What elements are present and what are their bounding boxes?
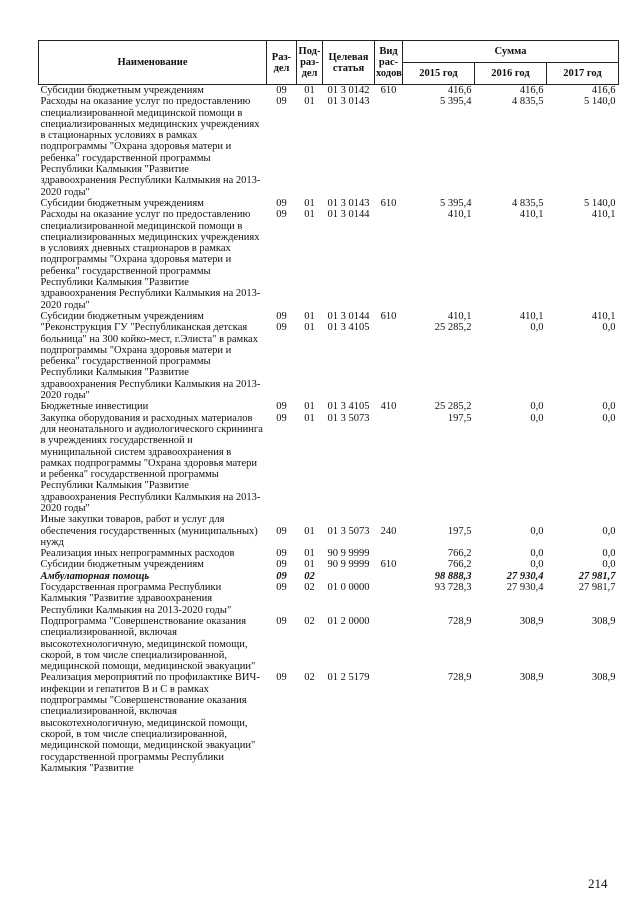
cell-razdel: 09 (276, 548, 287, 560)
cell-2015: 728,9 (447, 615, 472, 627)
cell-vid: 610 (380, 197, 397, 209)
cell-name: Реализация иных непрограммных расходов (40, 548, 235, 560)
table-row (39, 571, 619, 582)
cell-podrazdel: 01 (304, 85, 315, 96)
table-row (39, 311, 619, 322)
cell-vid: 610 (380, 559, 397, 571)
cell-vid (375, 548, 403, 559)
cell-2016: 0,0 (530, 559, 544, 571)
table-row (39, 96, 619, 198)
header-podrazdel: Под-раз-дел (297, 41, 323, 85)
table-body (39, 85, 619, 775)
header-year-2017: 2017 год (547, 63, 619, 85)
cell-2017: 5 140,0 (584, 96, 616, 108)
cell-razdel: 09 (276, 310, 287, 322)
cell-2017: 5 140,0 (584, 197, 616, 209)
table-row (39, 672, 619, 774)
cell-2017: 0,0 (602, 525, 616, 537)
table-header (39, 41, 619, 85)
cell-2015: 766,2 (447, 548, 472, 560)
cell-podrazdel: 01 (304, 548, 315, 560)
cell-name: Амбулаторная помощь (40, 570, 150, 582)
cell-2016: 308,9 (519, 615, 544, 627)
table-row (39, 198, 619, 209)
cell-2017: 410,1 (591, 209, 616, 221)
cell-podrazdel: 02 (304, 672, 315, 684)
cell-name: Закупка оборудования и расходных материалов для неонатального и аудиологического скрининга в учреждениях государственной и муниципальной систем здравоохранения в рамках подпрограммы "Охрана здоровья матери и ребенка" государственной программы Республики Калмыкия "Развитие здравоохранения Республики Калмыкия на 2013-2020 годы" (40, 412, 263, 514)
cell-name: Субсидии бюджетным учреждениям (40, 559, 204, 571)
cell-article: 01 3 5073 (327, 412, 370, 424)
page-number: 214 (588, 876, 608, 891)
cell-podrazdel: 01 (304, 197, 315, 209)
cell-2016: 410,1 (519, 209, 544, 221)
budget-table (38, 40, 619, 774)
cell-razdel: 09 (276, 322, 287, 334)
cell-article: 01 3 0143 (327, 197, 370, 209)
cell-2016: 0,0 (530, 401, 544, 413)
cell-2017: 308,9 (591, 672, 616, 684)
cell-vid (375, 209, 403, 311)
cell-vid (375, 672, 403, 774)
cell-2017: 0,0 (602, 322, 616, 334)
table-row (39, 514, 619, 548)
cell-2017: 27 981,7 (578, 582, 616, 594)
cell-name: Реализация мероприятий по профилактике ВИЧ-инфекции и гепатитов В и С в рамках подпрограммы "Совершенствование оказания специализированной, включая высокотехнологичную, медицинской помощи, скорой, в том числе специализированной, медицинской помощи, медицинской эвакуации" государственной программы Республики Калмыкия "Развитие (40, 672, 260, 774)
cell-article: 01 3 4105 (327, 401, 370, 413)
cell-razdel: 09 (276, 570, 287, 582)
cell-name: Расходы на оказание услуг по предоставлению специализированной медицинской помощи в специализированных медицинских учреждениях в стационарных условиях в рамках подпрограммы "Охрана здоровья матери и ребенка" государственной программы Республики Калмыкия "Развитие здравоохранения Республики Калмыкия на 2013-2020 годы" (40, 96, 261, 198)
cell-name: Подпрограмма "Совершенствование оказания специализированной, включая высокотехнологичную, медицинской помощи, скорой, в том числе специализированной, медицинской помощи, медицинской эвакуации" (40, 615, 256, 673)
cell-2015: 728,9 (447, 672, 472, 684)
table-row (39, 559, 619, 570)
cell-vid (375, 413, 403, 515)
cell-podrazdel: 01 (304, 401, 315, 413)
header-year-2016: 2016 год (475, 63, 547, 85)
cell-2016: 416,6 (519, 85, 544, 96)
cell-podrazdel: 01 (304, 412, 315, 424)
cell-razdel: 09 (276, 615, 287, 627)
cell-article: 01 3 5073 (327, 525, 370, 537)
header-article: Целевая статья (323, 41, 375, 85)
header-summa: Сумма (403, 41, 619, 63)
cell-2017: 0,0 (602, 548, 616, 560)
cell-2016: 4 835,5 (512, 197, 544, 209)
cell-podrazdel: 01 (304, 322, 315, 334)
cell-article: 01 0 0000 (327, 582, 370, 594)
cell-article: 01 3 0142 (327, 85, 370, 96)
cell-article: 90 9 9999 (327, 548, 370, 560)
cell-article: 01 2 5179 (327, 672, 370, 684)
cell-article: 01 3 0144 (327, 310, 370, 322)
cell-2015: 410,1 (447, 209, 472, 221)
cell-vid (375, 571, 403, 582)
cell-2015: 25 285,2 (434, 401, 472, 413)
cell-vid: 610 (380, 310, 397, 322)
cell-2017: 308,9 (591, 615, 616, 627)
header-year-2015: 2015 год (403, 63, 475, 85)
cell-2015: 410,1 (447, 310, 472, 322)
cell-2016: 0,0 (530, 525, 544, 537)
cell-2017: 0,0 (602, 559, 616, 571)
header-razdel: Раз-дел (267, 41, 297, 85)
cell-2017: 0,0 (602, 412, 616, 424)
cell-razdel: 09 (276, 412, 287, 424)
cell-podrazdel: 01 (304, 559, 315, 571)
cell-2015: 5 395,4 (440, 197, 472, 209)
cell-name: Субсидии бюджетным учреждениям (40, 310, 204, 322)
cell-2016: 0,0 (530, 548, 544, 560)
cell-name: Расходы на оказание услуг по предоставлению специализированной медицинской помощи в специализированных медицинских учреждениях в условиях дневных стационаров в рамках подпрограммы "Охрана здоровья матери и ребенка" государственной программы Республики Калмыкия "Развитие здравоохранения Республики Калмыкия на 2013-2020 годы" (40, 209, 261, 311)
table-row (39, 413, 619, 515)
cell-2015: 5 395,4 (440, 96, 472, 108)
cell-razdel: 09 (276, 559, 287, 571)
table-row (39, 322, 619, 401)
cell-2015: 197,5 (447, 525, 472, 537)
cell-podrazdel: 02 (304, 615, 315, 627)
cell-2015: 197,5 (447, 412, 472, 424)
cell-article: 01 2 0000 (327, 615, 370, 627)
cell-podrazdel: 01 (304, 209, 315, 221)
cell-vid: 610 (380, 85, 397, 96)
cell-vid (375, 616, 403, 672)
table-row (39, 401, 619, 412)
cell-2015: 93 728,3 (434, 582, 472, 594)
cell-razdel: 09 (276, 401, 287, 413)
cell-vid: 410 (380, 401, 397, 413)
cell-razdel: 09 (276, 85, 287, 96)
table-row (39, 616, 619, 672)
table-row (39, 548, 619, 559)
table-row (39, 582, 619, 616)
cell-2017: 0,0 (602, 401, 616, 413)
cell-vid: 240 (380, 525, 397, 537)
cell-vid (375, 96, 403, 198)
table-row (39, 209, 619, 311)
header-name: Наименование (39, 41, 267, 85)
cell-article: 90 9 9999 (327, 559, 370, 571)
cell-name: Субсидии бюджетным учреждениям (40, 85, 204, 96)
cell-2015: 416,6 (447, 85, 472, 96)
cell-podrazdel: 01 (304, 96, 315, 108)
cell-razdel: 09 (276, 96, 287, 108)
cell-2016: 0,0 (530, 322, 544, 334)
cell-2015: 766,2 (447, 559, 472, 571)
cell-article: 01 3 4105 (327, 322, 370, 334)
cell-name: Государственная программа Республики Калмыкия "Развитие здравоохранения Республики Калмыкия на 2013-2020 годы" (40, 582, 232, 616)
cell-2015: 98 888,3 (434, 570, 472, 582)
cell-2016: 308,9 (519, 672, 544, 684)
cell-name: "Реконструкция ГУ "Республиканская детская больница" на 300 койко-мест, г.Элиста" в рамках подпрограммы "Охрана здоровья матери и ребенка" государственной программы Республики Калмыкия "Развитие здравоохранения Республики Калмыкия на 2013-2020 годы" (40, 322, 261, 402)
cell-razdel: 09 (276, 209, 287, 221)
cell-razdel: 09 (276, 197, 287, 209)
cell-2016: 0,0 (530, 412, 544, 424)
cell-podrazdel: 02 (304, 582, 315, 594)
cell-razdel: 09 (276, 672, 287, 684)
table-row (39, 85, 619, 97)
cell-article (323, 571, 375, 582)
cell-vid (375, 582, 403, 616)
cell-vid (375, 322, 403, 401)
cell-2016: 27 930,4 (506, 582, 544, 594)
cell-article: 01 3 0143 (327, 96, 370, 108)
cell-2016: 410,1 (519, 310, 544, 322)
cell-2016: 4 835,5 (512, 96, 544, 108)
cell-2017: 27 981,7 (578, 570, 616, 582)
cell-podrazdel: 02 (304, 570, 315, 582)
cell-name: Субсидии бюджетным учреждениям (40, 197, 204, 209)
cell-2017: 416,6 (591, 85, 616, 96)
cell-podrazdel: 01 (304, 310, 315, 322)
cell-2015: 25 285,2 (434, 322, 472, 334)
cell-razdel: 09 (276, 525, 287, 537)
cell-razdel: 09 (276, 582, 287, 594)
cell-podrazdel: 01 (304, 525, 315, 537)
cell-2017: 410,1 (591, 310, 616, 322)
cell-2016: 27 930,4 (506, 570, 544, 582)
cell-article: 01 3 0144 (327, 209, 370, 221)
cell-name: Бюджетные инвестиции (40, 401, 149, 413)
header-vid: Вид рас-ходов (375, 41, 403, 85)
cell-name: Иные закупки товаров, работ и услуг для обеспечения государственных (муниципальных) нужд (40, 514, 258, 548)
